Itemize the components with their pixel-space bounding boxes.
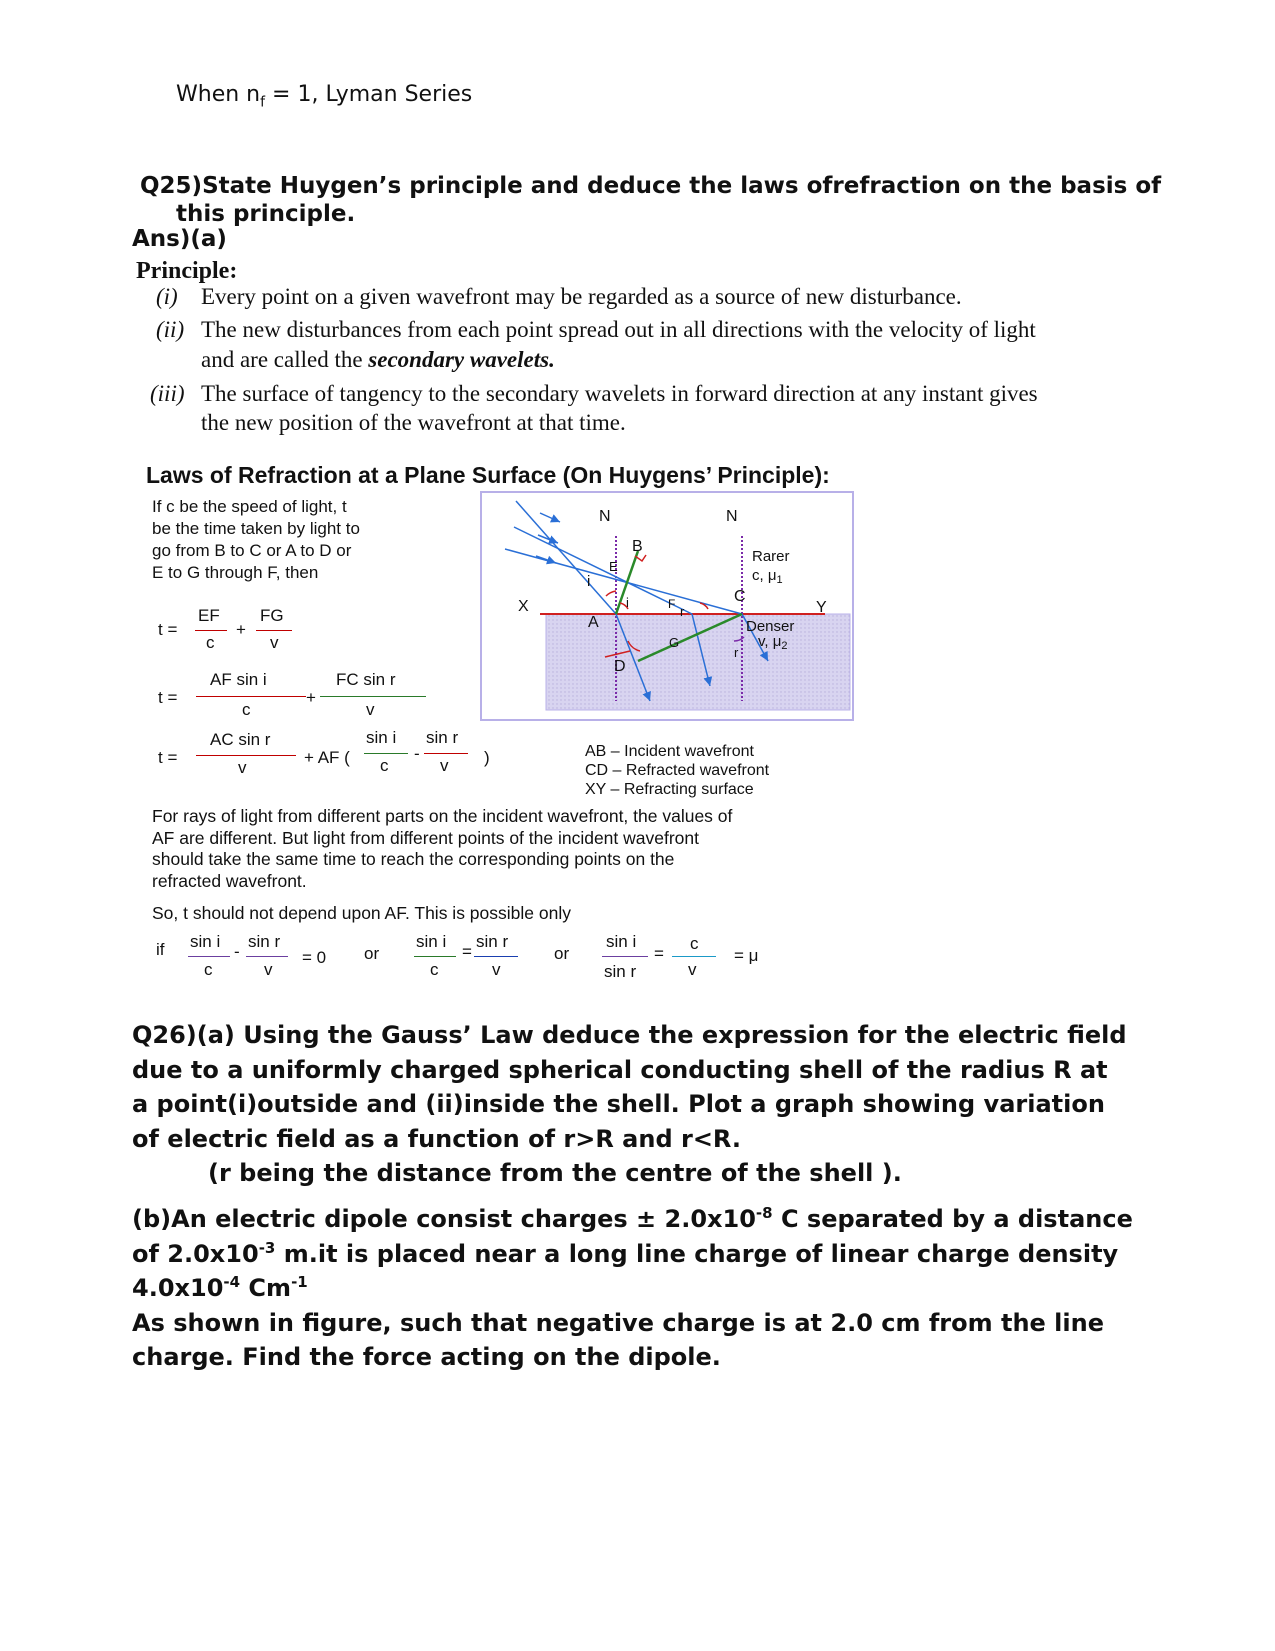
principle-item-3-line-2: the new position of the wavefront at that time. — [201, 410, 626, 435]
q26b-line-3: $4.0x10^{-4}$ $Cm^{-1}$ — [132, 1273, 308, 1302]
label-i-inner: i — [626, 595, 629, 610]
q26a-line-2: due to a uniformly charged spherical conducting shell of the radius R at — [132, 1055, 1108, 1084]
diagram-legend — [585, 742, 885, 799]
label-r-bottom: r — [734, 645, 739, 660]
laws-heading: Laws of Refraction at a Plane Surface (On Huygens’ Principle): — [146, 462, 830, 488]
legend-ab: AB – Incident wavefront — [585, 743, 754, 760]
principle-list — [150, 282, 1136, 435]
q26b-line-4: As shown in figure, such that negative charge is at 2.0 cm from the line — [132, 1308, 1104, 1337]
q25-line-1: Q25)State Huygen’s principle and deduce the laws ofrefraction on the basis of — [140, 173, 1162, 199]
question-25 — [140, 172, 1170, 228]
equation-3: t = AC sin r v + AF ( sin i c - sin r v ) — [158, 728, 490, 777]
label-E: E — [609, 559, 618, 574]
label-X: X — [518, 598, 529, 615]
question-26b — [132, 1202, 1157, 1375]
lyman-series-line: When $n_f = 1$, Lyman Series — [176, 82, 473, 111]
q26b-line-2: of $2.0x10^{-3}$ m.it is placed near a long line charge of linear charge density — [132, 1238, 1119, 1268]
principle-item-2-line-1: The new disturbances from each point spread out in all directions with the velocity of light — [201, 317, 1036, 342]
label-rarer: Rarer — [752, 548, 790, 565]
principle-heading: Principle: — [136, 258, 238, 284]
label-r-inner: r — [680, 604, 685, 619]
condition-line: So, t should not depend upon AF. This is possible only — [152, 903, 571, 923]
q26a-line-4: of electric field as a function of r>R and r<R. — [132, 1124, 741, 1153]
label-N2: N — [726, 508, 738, 525]
label-B: B — [632, 538, 643, 555]
derivation-intro: If c be the speed of light, t be the time taken by light to go from B to C or A to D or E to G through F, then — [152, 497, 360, 582]
refraction-diagram — [480, 491, 855, 721]
label-A: A — [588, 614, 599, 631]
principle-num-2: (ii) — [156, 317, 185, 342]
q26a-line-3: a point(i)outside and (ii)inside the shell. Plot a graph showing variation — [132, 1090, 1105, 1118]
label-N1: N — [599, 508, 611, 525]
explanation: For rays of light from different parts on the incident wavefront, the values of AF are different. But light from different points of the incident wavefront should take the same time to reach the corresponding points on the refracted wavefront. — [152, 806, 733, 891]
answer-label: Ans)(a) — [132, 226, 227, 252]
label-C: C — [734, 588, 746, 605]
subscript-f: f — [260, 94, 266, 111]
legend-xy: XY – Refracting surface — [585, 781, 754, 798]
label-D: D — [614, 658, 626, 675]
principle-item-1: Every point on a given wavefront may be regarded as a source of new disturbance. — [201, 284, 962, 309]
label-G: G — [669, 635, 680, 650]
principle-num-3: (iii) — [150, 381, 185, 406]
label-i-top: i — [587, 573, 591, 590]
equation-2: t = AF sin i c + FC sin r v — [152, 668, 452, 718]
principle-num-1: (i) — [156, 284, 178, 309]
label-denser-sub: v, $\mu_2$ — [758, 633, 788, 652]
question-26a — [132, 1018, 1157, 1191]
q26a-line-1: Q26)(a) Using the Gauss’ Law deduce the expression for the electric field — [132, 1021, 1127, 1049]
label-denser: Denser — [746, 618, 795, 635]
condition-equations: if sin i c - sin r v = 0 or sin i c = sin r v or sin i sin r = c v = μ — [156, 932, 759, 981]
principle-item-3-line-1: The surface of tangency to the secondary wavelets in forward direction at any instant gives — [201, 381, 1038, 406]
principle-item-2-line-2: and are called the secondary wavelets. — [201, 347, 555, 372]
label-Y: Y — [816, 599, 827, 616]
q25-line-2: this principle. — [176, 201, 356, 227]
label-rarer-sub: c, $\mu_1$ — [752, 567, 783, 586]
label-F: F — [668, 597, 676, 611]
legend-cd: CD – Refracted wavefront — [585, 762, 770, 779]
q26b-line-1: (b)An electric dipole consist charges ± $2.0x10^{-8}$ C separated by a distance — [132, 1204, 1133, 1233]
equation-1: t = EF c + FG v — [152, 600, 452, 650]
q26a-note: (r being the distance from the centre of the shell ). — [208, 1159, 902, 1187]
q26b-line-5: charge. Find the force acting on the dipole. — [132, 1343, 721, 1371]
secondary-wavelets-emphasis: secondary wavelets. — [368, 347, 555, 372]
